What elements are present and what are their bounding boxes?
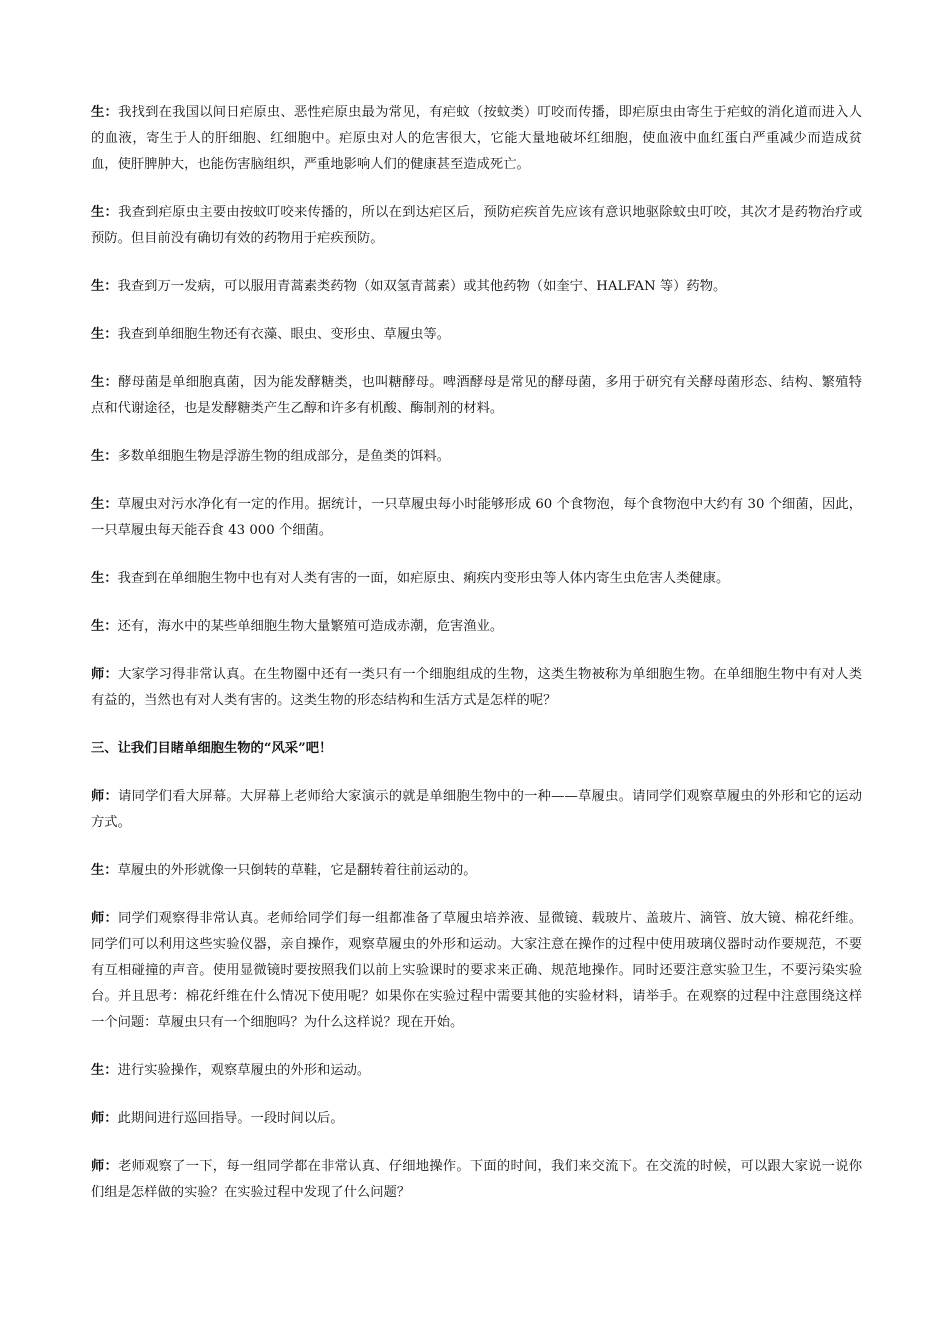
speaker-label: 生： [91,327,118,342]
paragraph-text: 进行实验操作，观察草履虫的外形和运动。 [117,1063,371,1078]
paragraph-3 [91,274,862,300]
paragraph-8 [91,566,862,592]
paragraph-text: 我查到单细胞生物还有衣藻、眼虫、变形虫、草履虫等。 [117,327,451,342]
speaker-label: 生： [91,571,118,586]
speaker-label: 生： [91,205,119,220]
paragraph-12 [91,858,862,884]
speaker-label: 生： [91,619,118,634]
speaker-label: 生： [91,863,118,878]
paragraph-text: 我查到在单细胞生物中也有对人类有害的一面，如疟原虫、痢疾内变形虫等人体内寄生虫危害人类健康。 [117,571,730,586]
paragraph-text: 多数单细胞生物是浮游生物的组成部分，是鱼类的饵料。 [117,449,451,464]
speaker-label: 师： [91,1159,119,1174]
paragraph-5 [91,370,862,422]
paragraph-text: 我查到疟原虫主要由按蚊叮咬来传播的，所以在到达疟区后，预防疟疾首先应该有意识地驱除蚊虫叮咬，其次才是药物治疗或预防。但目前没有确切有效的药物用于疟疾预防。 [91,205,862,246]
speaker-label: 师： [91,1111,118,1126]
speaker-label: 生： [91,449,118,464]
paragraph-text: 草履虫对污水净化有一定的作用。据统计，一只草履虫每小时能够形成 60 个食物泡，每个食物泡中大约有 30 个细菌，因此，一只草履虫每天能吞食 43 000 个细菌。 [91,497,862,538]
paragraph-text: 此期间进行巡回指导。一段时间以后。 [117,1111,344,1126]
paragraph-text: 同学们观察得非常认真。老师给同学们每一组都准备了草履虫培养液、显微镜、载玻片、盖玻片、滴管、放大镜、棉花纤维。同学们可以利用这些实验仪器，亲自操作，观察草履虫的外形和运动。大家注意在操作的过程中使用玻璃仪器时动作要规范，不要有互相碰撞的声音。使用显微镜时要按照我们以前上实验课时的要求来正确、规范地操作。同时还要注意实验卫生，不要污染实验台。并且思考：棉花纤维在什么情况下使用呢？如果你在实验过程中需要其他的实验材料，请举手。在观察的过程中注意围绕这样一个问题：草履虫只有一个细胞吗？为什么这样说？现在开始。 [91,911,862,1030]
paragraph-text: 酵母菌是单细胞真菌，因为能发酵糖类，也叫糖酵母。啤酒酵母是常见的酵母菌，多用于研究有关酵母菌形态、结构、繁殖特点和代谢途径，也是发酵糖类产生乙醇和许多有机酸、酶制剂的材料。 [91,375,862,416]
paragraph-text: 草履虫的外形就像一只倒转的草鞋，它是翻转着往前运动的。 [117,863,477,878]
paragraph-text: 大家学习得非常认真。在生物圈中还有一类只有一个细胞组成的生物，这类生物被称为单细胞生物。在单细胞生物中有对人类有益的，当然也有对人类有害的。这类生物的形态结构和生活方式是怎样的呢？ [91,667,862,708]
paragraph-10 [91,662,862,714]
paragraph-text: 我查到万一发病，可以服用青蒿素类药物（如双氢青蒿素）或其他药物（如奎宁、HALFAN 等）药物。 [117,279,727,294]
paragraph-9 [91,614,862,640]
paragraph-14 [91,1058,862,1084]
speaker-label: 生： [91,1063,118,1078]
speaker-label: 师： [91,911,119,926]
paragraph-4 [91,322,862,348]
paragraph-text: 老师观察了一下，每一组同学都在非常认真、仔细地操作。下面的时间，我们来交流下。在交流的时候，可以跟大家说一说你们组是怎样做的实验？在实验过程中发现了什么问题？ [91,1159,862,1200]
paragraph-16 [91,1154,862,1206]
section-heading: 三、让我们目睹单细胞生物的“风采”吧！ [91,741,333,756]
paragraph-6 [91,444,862,470]
speaker-label: 生： [91,497,118,512]
speaker-label: 师： [91,789,119,804]
paragraph-text: 我找到在我国以间日疟原虫、恶性疟原虫最为常见，有疟蚊（按蚊类）叮咬而传播，即疟原虫由寄生于疟蚊的消化道而进入人的血液，寄生于人的肝细胞、红细胞中。疟原虫对人的危害很大，它能大量地破坏红细胞，使血液中血红蛋白严重减少而造成贫血，使肝脾肿大，也能伤害脑组织，严重地影响人们的健康甚至造成死亡。 [91,105,862,172]
speaker-label: 生： [91,105,119,120]
paragraph-13 [91,906,862,1036]
speaker-label: 师： [91,667,119,682]
speaker-label: 生： [91,375,119,390]
paragraph-11 [91,784,862,836]
paragraph-7 [91,492,862,544]
paragraph-15 [91,1106,862,1132]
speaker-label: 生： [91,279,118,294]
paragraph-1 [91,100,862,178]
paragraph-text: 请同学们看大屏幕。大屏幕上老师给大家演示的就是单细胞生物中的一种——草履虫。请同学们观察草履虫的外形和它的运动方式。 [91,789,863,830]
paragraph-2 [91,200,862,252]
paragraph-text: 还有，海水中的某些单细胞生物大量繁殖可造成赤潮，危害渔业。 [117,619,504,634]
